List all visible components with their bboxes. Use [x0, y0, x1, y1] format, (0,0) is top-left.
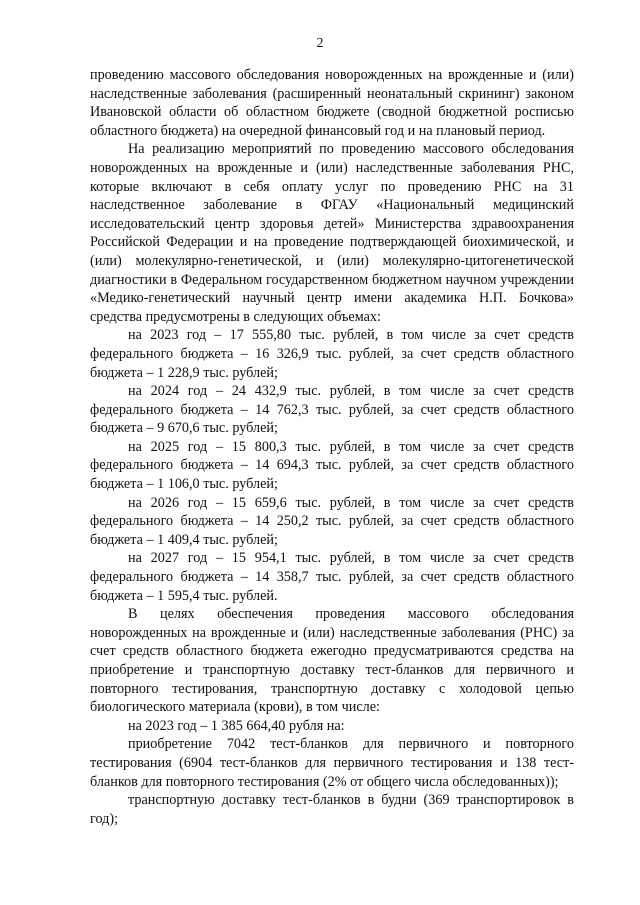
- page-number: 2: [316, 36, 324, 51]
- paragraph-2023-amount: на 2023 год – 1 385 664,40 рубля на:: [128, 717, 345, 734]
- paragraph-funding-overview: На реализацию мероприятий по проведению массового обследования новорожденных на врожденные и (или) наследственные заболевания РНС, которые включают в себя оплату услуг по проведению РНС на 31 наследственное заболевание в ФГАУ «Национальный медицинский исследовательский центр здоровья детей» Министерства здравоохранения Российской Федерации и на проведение подтверждающей биохимической, и (или) молекулярно-генетической, и (или) молекулярно-цитогенетической диагностики в Федеральном государственном бюджетном научном учреждении «Медико-генетический научный центр имени академика Н.П. Бочкова» средства предусмотрены в следующих объемах:: [90, 141, 574, 325]
- paragraph-test-blanks-delivery: транспортную доставку тест-бланков в будни (369 транспортировок в год);: [90, 792, 574, 827]
- paragraph-intro-continuation: проведению массового обследования новорожденных на врожденные и (или) наследственные заболевания (расширенный неонатальный скрининг) законом Ивановской области об областном бюджете (сводной бюджетной росписью областного бюджета) на очередной финансовый год и на плановый период.: [90, 67, 574, 139]
- paragraph-year-2024: на 2024 год – 24 432,9 тыс. рублей, в том числе за счет средств федерального бюджета – 14 762,3 тыс. рублей, за счет средств областного бюджета – 9 670,6 тыс. рублей;: [90, 383, 574, 437]
- paragraph-regional-budget-purpose: В целях обеспечения проведения массового обследования новорожденных на врожденные и (или) наследственные заболевания (РНС) за счет средств областного бюджета ежегодно предусматриваются средства на приобретение и транспортную доставку тест-бланков для первичного и повторного тестирования, транспортную доставку с холодовой цепью биологического материала (крови), в том числе:: [90, 606, 574, 716]
- paragraph-year-2026: на 2026 год – 15 659,6 тыс. рублей, в том числе за счет средств федерального бюджета – 14 250,2 тыс. рублей, за счет средств областного бюджета – 1 409,4 тыс. рублей;: [90, 494, 574, 548]
- paragraph-test-blanks-purchase: приобретение 7042 тест-бланков для первичного и повторного тестирования (6904 тест-бланков для первичного тестирования и 138 тест-бланков для повторного тестирования (2% от общего числа обследованных));: [90, 736, 574, 790]
- document-body: [90, 66, 574, 828]
- paragraph-year-2027: на 2027 год – 15 954,1 тыс. рублей, в том числе за счет средств федерального бюджета – 14 358,7 тыс. рублей, за счет средств областного бюджета – 1 595,4 тыс. рублей.: [90, 550, 574, 604]
- paragraph-year-2023: на 2023 год – 17 555,80 тыс. рублей, в том числе за счет средств федерального бюджета – 16 326,9 тыс. рублей, за счет средств областного бюджета – 1 228,9 тыс. рублей;: [90, 327, 574, 381]
- paragraph-year-2025: на 2025 год – 15 800,3 тыс. рублей, в том числе за счет средств федерального бюджета – 14 694,3 тыс. рублей, за счет средств областного бюджета – 1 106,0 тыс. рублей;: [90, 438, 574, 493]
